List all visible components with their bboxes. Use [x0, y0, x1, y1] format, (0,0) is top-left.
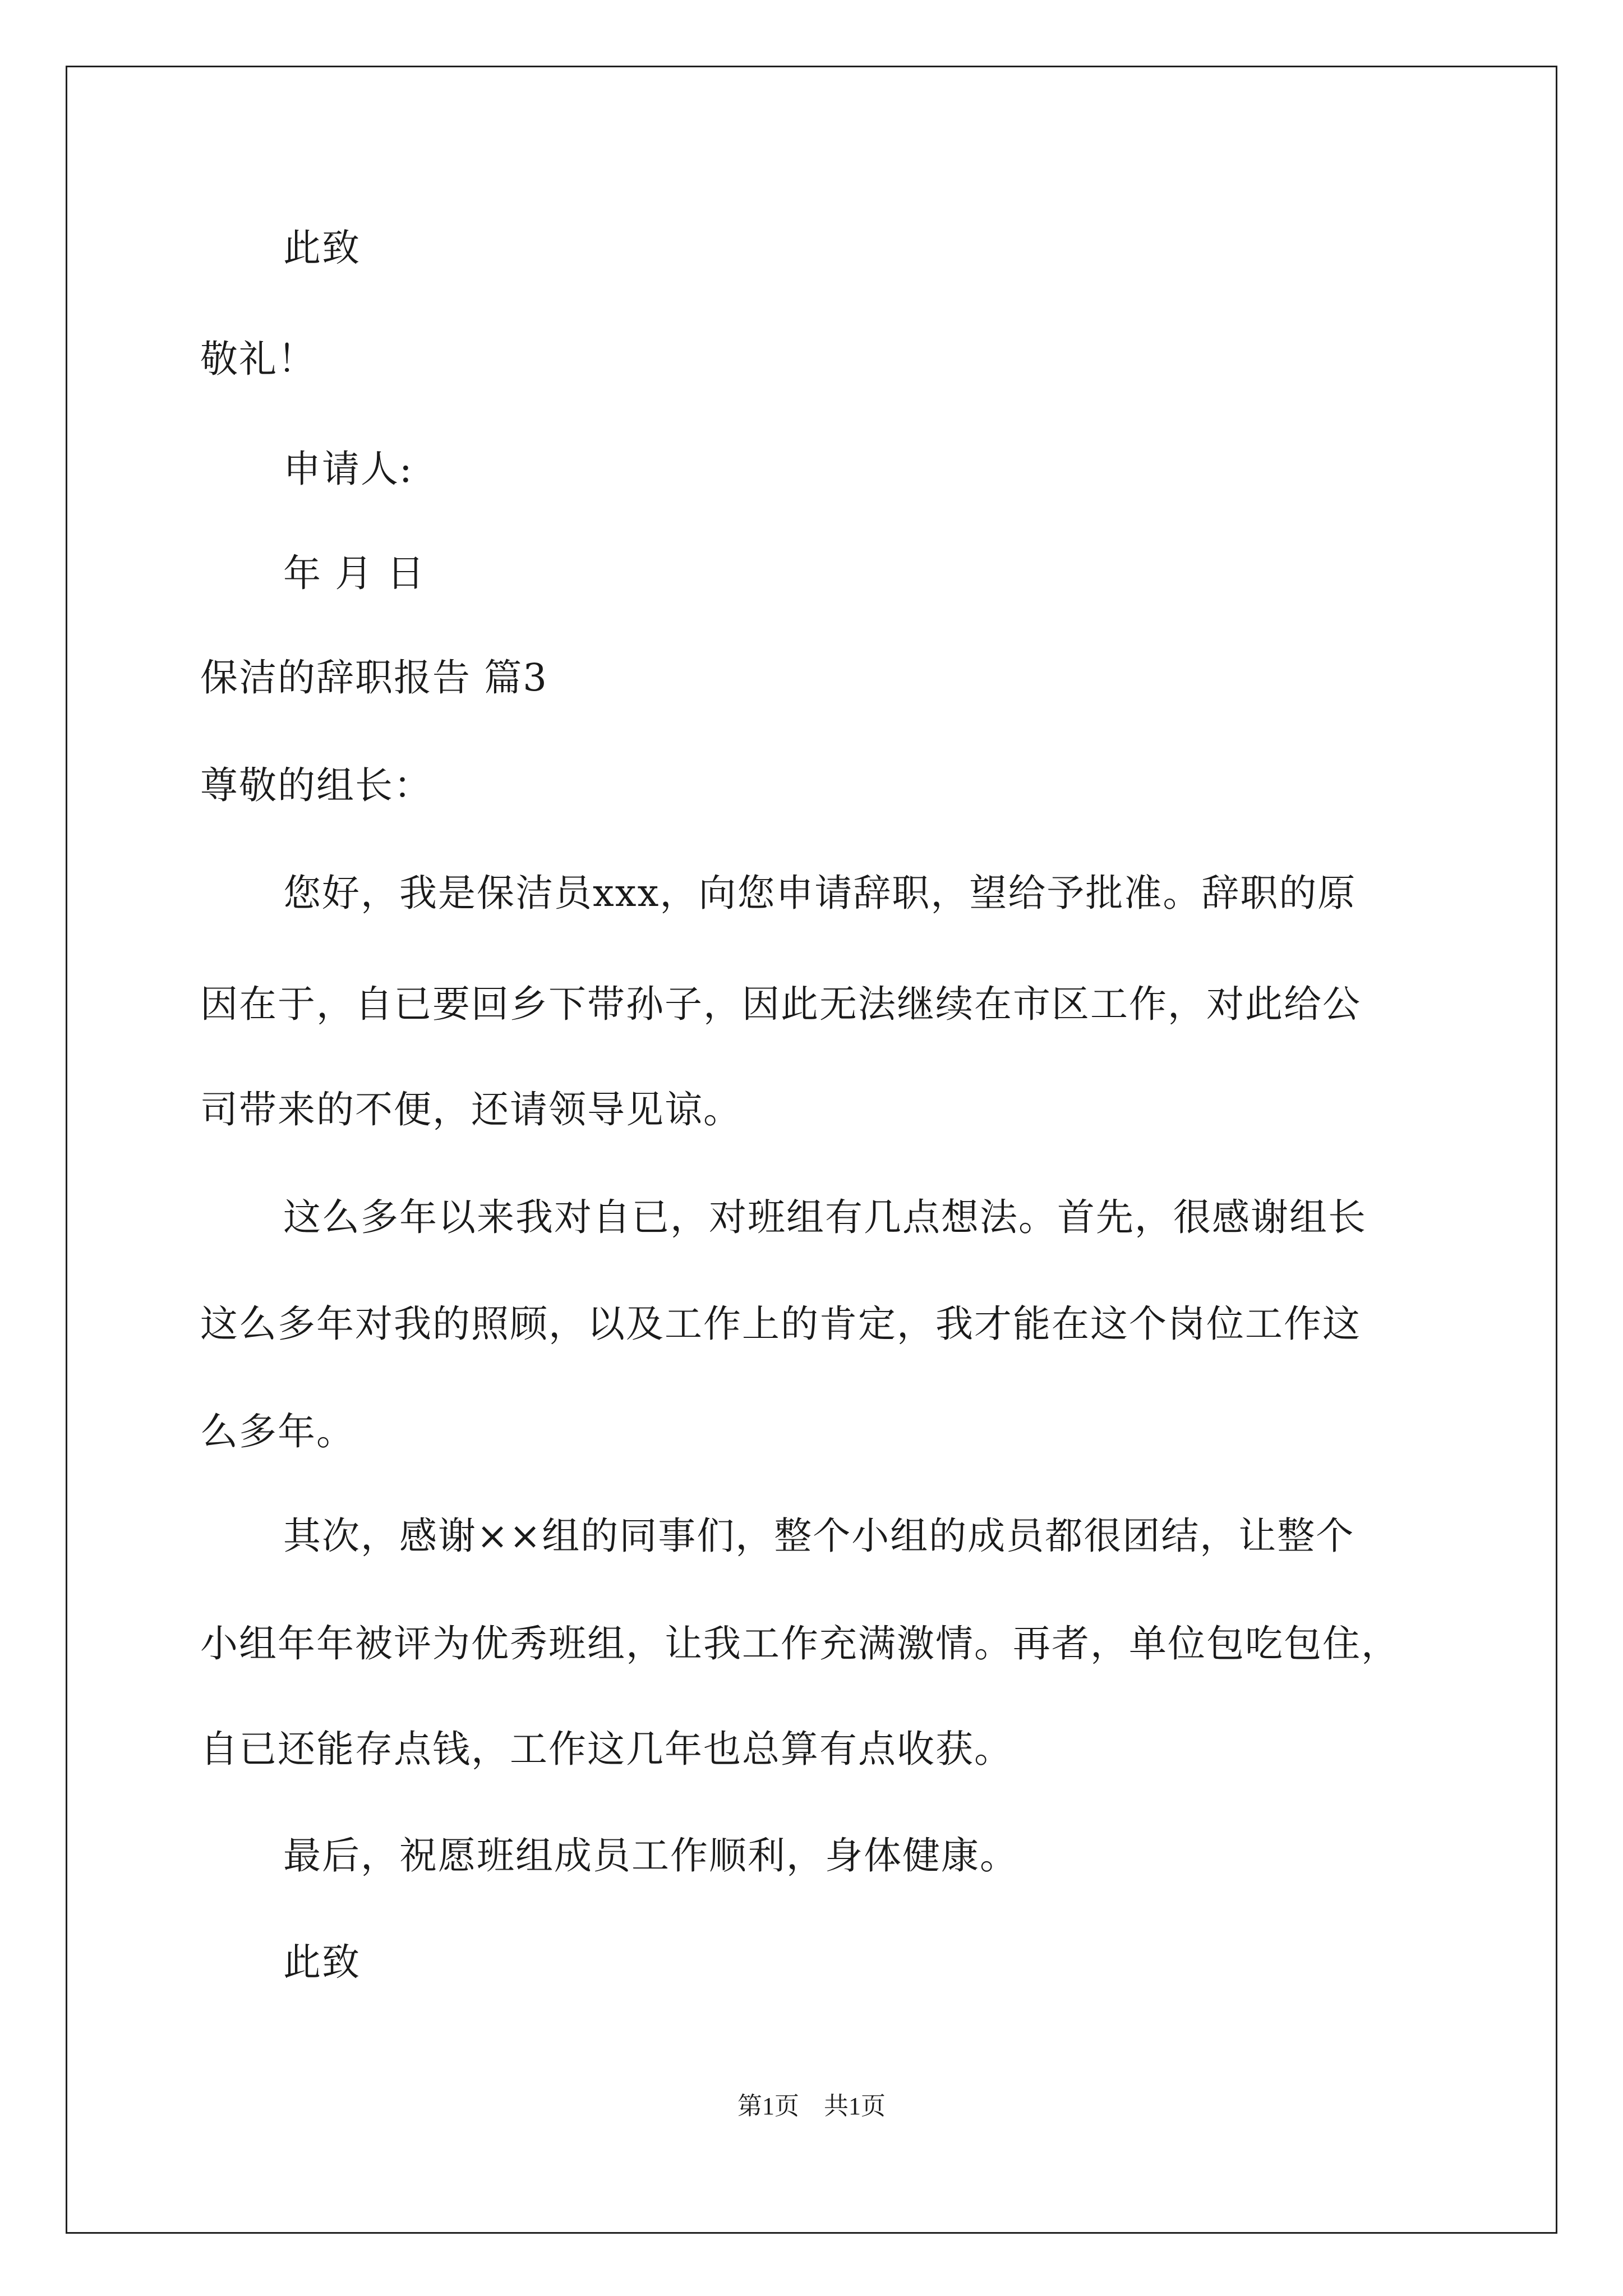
paragraph-3-line-3: 自已还能存点钱，工作这几年也总算有点收获。 — [200, 1727, 1013, 1771]
paragraph-2-line-1: 这么多年以来我对自已，对班组有几点想法。首先，很感谢组长 — [283, 1195, 1367, 1239]
section-title: 保洁的辞职报告 篇3 — [200, 656, 548, 700]
paragraph-4-line-1: 最后，祝愿班组成员工作顺利，身体健康。 — [283, 1834, 1018, 1878]
closing-salutation: 此致 — [283, 226, 361, 270]
greeting: 尊敬的组长： — [200, 763, 432, 807]
paragraph-3-line-2: 小组年年被评为优秀班组，让我工作充满激情。再者，单位包吃包住， — [200, 1622, 1400, 1665]
date-line: 年 月 日 — [283, 551, 426, 595]
paragraph-1-line-2: 因在于，自已要回乡下带孙子，因此无法继续在市区工作，对此给公 — [200, 982, 1361, 1026]
applicant-label: 申请人: — [283, 447, 413, 491]
paragraph-2-line-3: 么多年。 — [200, 1410, 355, 1453]
page-border — [66, 66, 1557, 2234]
paragraph-1-line-3: 司带来的不便，还请领导见谅。 — [200, 1088, 742, 1131]
paragraph-2-line-2: 这么多年对我的照顾，以及工作上的肯定，我才能在这个岗位工作这 — [200, 1302, 1361, 1346]
closing-salutation-2: 此致 — [283, 1940, 361, 1984]
paragraph-3-line-1: 其次，感谢××组的同事们，整个小组的成员都很团结，让整个 — [283, 1514, 1355, 1558]
paragraph-1-line-1: 您好，我是保洁员xxx，向您申请辞职，望给予批准。辞职的原 — [283, 871, 1357, 915]
page-footer: 第1页 共1页 — [737, 2092, 886, 2120]
respect-line: 敬礼！ — [200, 337, 316, 381]
